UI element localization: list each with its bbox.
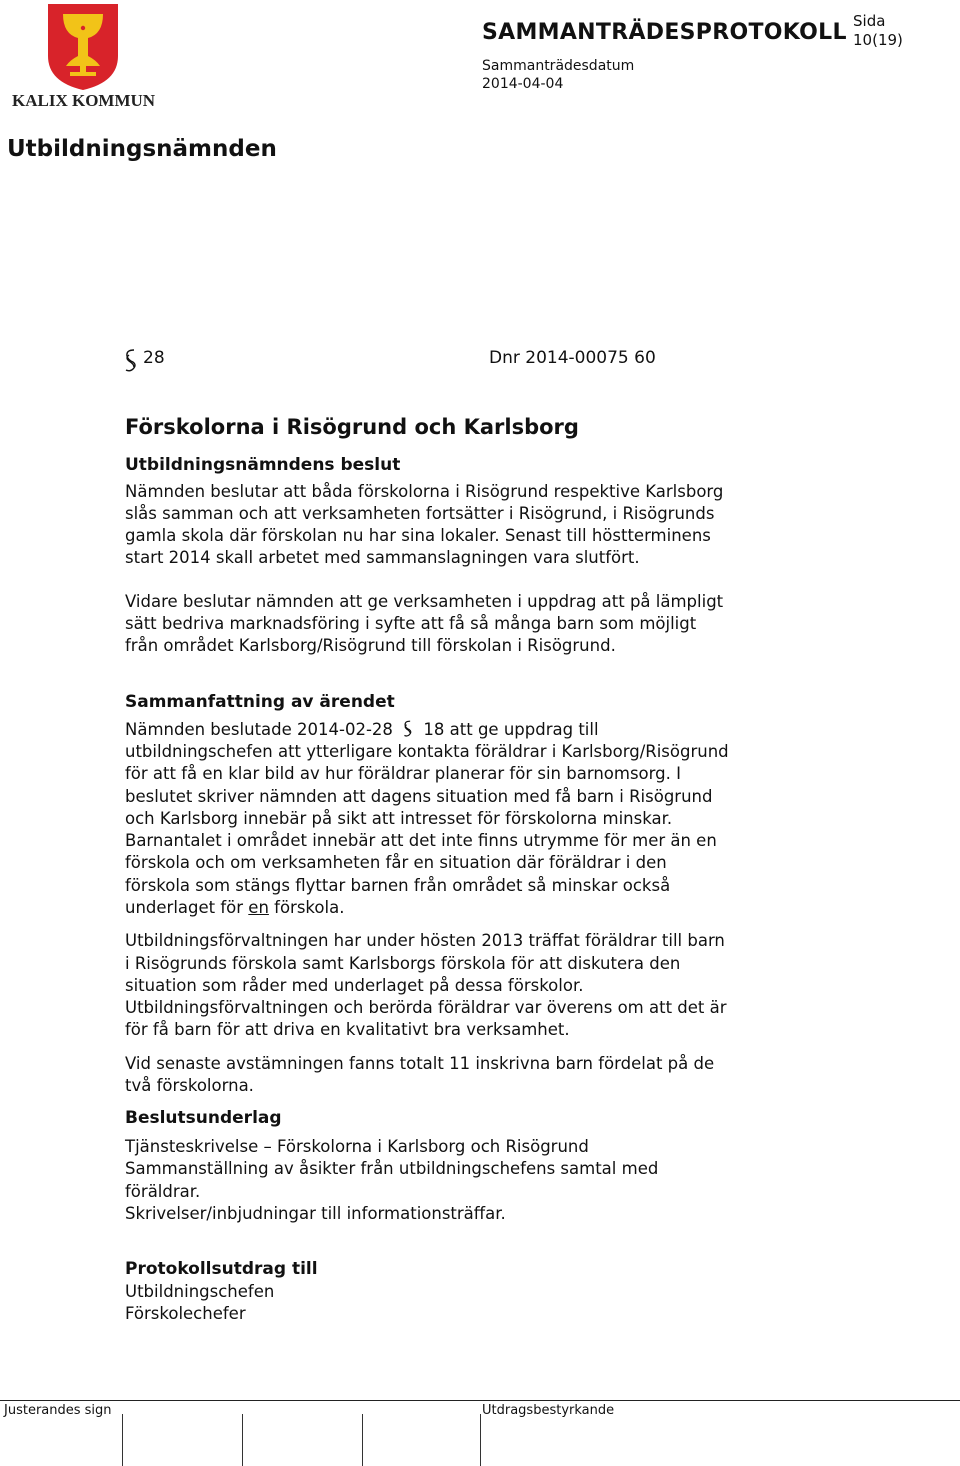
summary-line: situation som råder med underlaget på dessa förskolor. [125, 976, 584, 995]
decision-line: gamla skola där förskolan nu har sina lokaler. Senast till höstterminens [125, 526, 711, 545]
footer-divider [0, 1400, 960, 1401]
signature-box-divider [480, 1414, 481, 1466]
decision-line: Vidare beslutar nämnden att ge verksamheten i uppdrag att på lämpligt [125, 592, 724, 611]
decision-line: slås samman och att verksamheten fortsätter i Risögrund, i Risögrunds [125, 504, 715, 523]
diary-number: Dnr 2014-00075 60 [489, 348, 656, 368]
summary-line: två förskolorna. [125, 1076, 254, 1095]
basis-line: Sammanställning av åsikter från utbildningschefens samtal med [125, 1159, 659, 1178]
summary-line: Vid senaste avstämningen fanns totalt 11 inskrivna barn fördelat på de [125, 1054, 715, 1073]
signature-box-divider [362, 1414, 363, 1466]
summary-line: och Karlsborg innebär på sikt att intresset för förskolorna minskar. [125, 809, 673, 828]
decision-line: från området Karlsborg/Risögrund till förskolan i Risögrund. [125, 636, 616, 655]
meeting-date-label: Sammanträdesdatum [482, 58, 635, 74]
summary-line: Barnantalet i området innebär att det inte finns utrymme för mer än en [125, 831, 717, 850]
decision-line: sätt bedriva marknadsföring i syfte att få så många barn som möjligt [125, 614, 697, 633]
document-type: SAMMANTRÄDESPROTOKOLL [482, 20, 847, 45]
basis-heading: Beslutsunderlag [125, 1108, 282, 1128]
basis-line: Skrivelser/inbjudningar till informationsträffar. [125, 1204, 506, 1223]
excerpt-heading: Protokollsutdrag till [125, 1259, 318, 1279]
summary-line: beslutet skriver nämnden att dagens situation med få barn i Risögrund [125, 787, 713, 806]
summary-line: utbildningschefen att ytterligare kontakta föräldrar i Karlsborg/Risögrund [125, 742, 729, 761]
summary-heading: Sammanfattning av ärendet [125, 692, 395, 712]
summary-line: Utbildningsförvaltningen och berörda föräldrar var överens om att det är [125, 998, 727, 1017]
section-sign-icon [124, 347, 138, 375]
decision-line: start 2014 skall arbetet med sammanslagningen vara slutfört. [125, 548, 640, 567]
summary-line: förskola och om verksamheten får en situation där föräldrar i den [125, 853, 667, 872]
excerpt-recipient: Utbildningschefen [125, 1282, 275, 1301]
svg-text:KALIX KOMMUN: KALIX KOMMUN [12, 91, 156, 110]
kalix-kommun-logo [8, 4, 160, 112]
extract-label: Utdragsbestyrkande [482, 1403, 615, 1418]
underlined-word: en [248, 898, 269, 917]
section-sign-icon [402, 719, 414, 739]
summary-line: för att få en klar bild av hur föräldrar planerar för sin barnomsorg. I [125, 764, 681, 783]
decision-heading: Utbildningsnämndens beslut [125, 455, 401, 475]
summary-line: Nämnden beslutade 2014-02-28 18 att ge uppdrag till [125, 720, 599, 739]
signature-box-divider [242, 1414, 243, 1466]
item-number: 28 [143, 348, 165, 368]
summary-line: för få barn för att driva en kvalitativt bra verksamhet. [125, 1020, 570, 1039]
summary-line: i Risögrunds förskola samt Karlsborgs förskola för att diskutera den [125, 954, 681, 973]
sign-label: Justerandes sign [4, 1403, 112, 1418]
summary-line: underlaget för en förskola. [125, 898, 345, 917]
basis-line: föräldrar. [125, 1182, 201, 1201]
summary-line: förskola som stängs flyttar barnen från området så minskar också [125, 876, 671, 895]
summary-line: Utbildningsförvaltningen har under hösten 2013 träffat föräldrar till barn [125, 931, 725, 950]
page-number: 10(19) [853, 31, 903, 49]
coat-of-arms-icon [8, 4, 160, 112]
signature-box-divider [122, 1414, 123, 1466]
committee-title: Utbildningsnämnden [7, 136, 277, 162]
decision-line: Nämnden beslutar att båda förskolorna i Risögrund respektive Karlsborg [125, 482, 724, 501]
meeting-date-value: 2014-04-04 [482, 76, 564, 92]
excerpt-recipient: Förskolechefer [125, 1304, 246, 1323]
item-title: Förskolorna i Risögrund och Karlsborg [125, 415, 579, 439]
basis-line: Tjänsteskrivelse – Förskolorna i Karlsborg och Risögrund [125, 1137, 589, 1156]
page-label: Sida [853, 12, 886, 30]
